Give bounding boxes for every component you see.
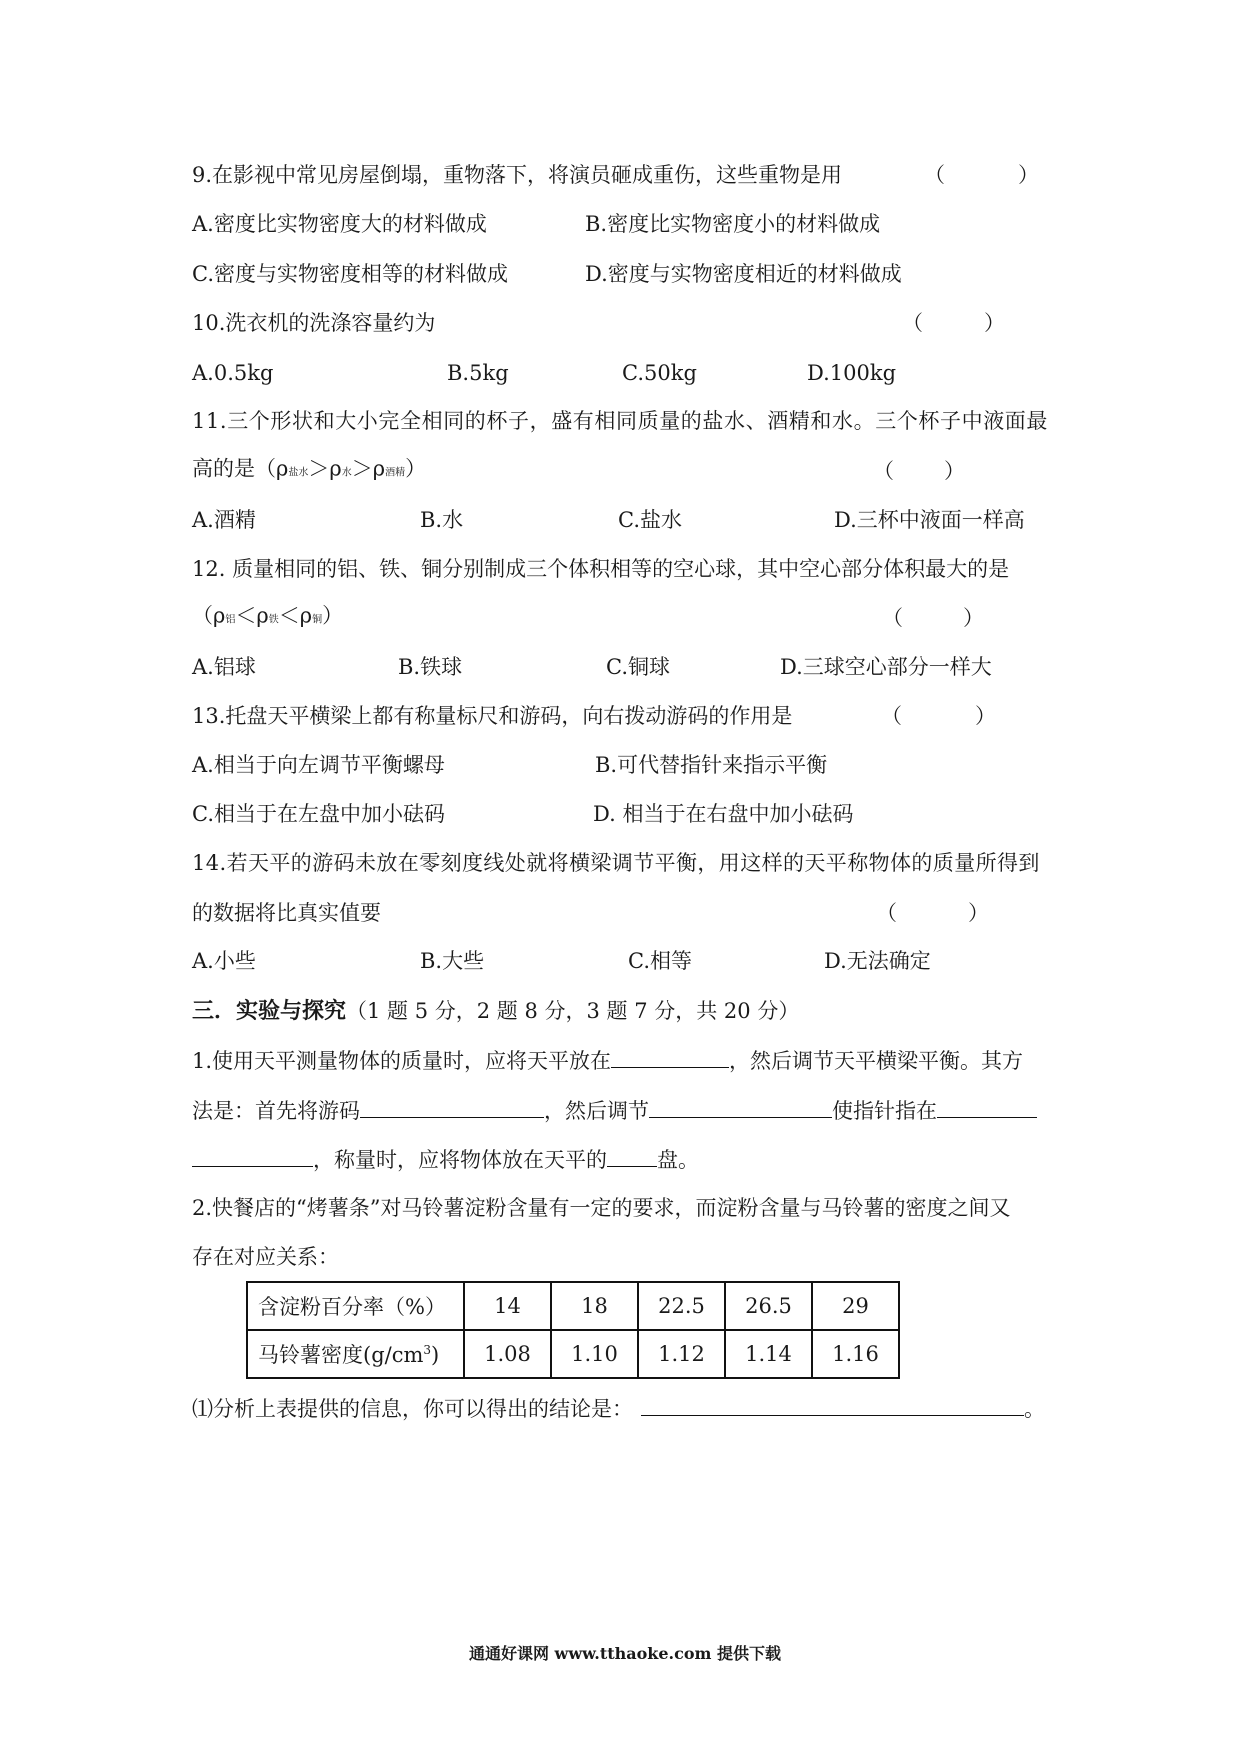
text: ，然后调节天平横梁平衡。其方 [729, 1049, 1024, 1073]
subscript: 铜 [312, 614, 323, 626]
option-d: D.100kg [807, 361, 897, 385]
row-header: 含淀粉百分率（%） [247, 1282, 464, 1330]
text: 。 [1024, 1397, 1045, 1421]
answer-paren-open: （ [881, 704, 902, 728]
answer-paren-close: ） [968, 901, 989, 925]
section-title: 三．实验与探究 [192, 998, 347, 1024]
question-stem: 10.洗衣机的洗涤容量约为 [192, 311, 436, 335]
subscript: 酒精 [385, 467, 406, 479]
stem-text: ） [322, 603, 344, 628]
question-stem-2 [192, 455, 426, 488]
option-d: D.三杯中液面一样高 [834, 508, 1025, 532]
option-b: B.铁球 [398, 655, 463, 679]
option-c: C.50kg [622, 361, 697, 385]
option-d: D.三球空心部分一样大 [780, 655, 992, 679]
table-cell: 1.12 [638, 1330, 725, 1378]
option-a: A.相当于向左调节平衡螺母 [192, 753, 445, 777]
option-c: C.铜球 [606, 655, 670, 679]
stem-text: 高的是（ρ [192, 456, 289, 481]
option-c: C.盐水 [618, 508, 682, 532]
text: 使指针指在 [832, 1099, 937, 1123]
data-table [246, 1281, 900, 1379]
superscript: 3 [423, 1343, 432, 1357]
question-stem: 11.三个形状和大小完全相同的杯子，盛有相同质量的盐水、酒精和水。三个杯子中液面最 [192, 409, 1048, 433]
option-c: C.相当于在左盘中加小砝码 [192, 802, 445, 826]
answer-paren-open: （ [902, 311, 923, 335]
option-b: B.5kg [447, 361, 509, 385]
fill-blank[interactable] [611, 1045, 729, 1068]
question-stem: 9.在影视中常见房屋倒塌，重物落下，将演员砸成重伤，这些重物是用 [192, 163, 843, 187]
question-stem-2 [192, 602, 343, 635]
fill-blank[interactable] [649, 1095, 832, 1118]
answer-paren-close: ） [944, 459, 965, 483]
answer-paren-close: ） [975, 704, 996, 728]
experiment-stem-2: 存在对应关系： [192, 1245, 339, 1269]
text: ⑴分析上表提供的信息，你可以得出的结论是： [192, 1397, 633, 1421]
sub-question-1 [192, 1393, 1045, 1423]
question-stem-2: 的数据将比真实值要 [192, 901, 381, 925]
answer-paren-open: （ [924, 163, 945, 187]
fill-blank[interactable] [192, 1144, 313, 1167]
experiment-line [192, 1045, 1023, 1075]
table-cell: 1.10 [551, 1330, 638, 1378]
option-b: B.水 [420, 508, 464, 532]
answer-paren-close: ） [1018, 163, 1039, 187]
option-a: A.铝球 [192, 655, 256, 679]
experiment-line [192, 1095, 1037, 1125]
option-a: A.酒精 [192, 508, 256, 532]
row-header [247, 1330, 464, 1378]
text: 盘。 [657, 1148, 699, 1172]
subscript: 水 [341, 467, 352, 479]
table-cell: 1.08 [464, 1330, 551, 1378]
table-cell: 26.5 [725, 1282, 812, 1330]
text: ，然后调节 [544, 1099, 649, 1123]
text: 法是：首先将游码 [192, 1099, 360, 1123]
subscript: 铁 [268, 614, 279, 626]
option-a: A.密度比实物密度大的材料做成 [192, 212, 487, 236]
section-heading [192, 997, 799, 1025]
option-d: D.密度与实物密度相近的材料做成 [585, 262, 902, 286]
text: 马铃薯密度(g/cm [258, 1343, 424, 1367]
option-b: B.可代替指针来指示平衡 [595, 753, 828, 777]
table-row [247, 1282, 899, 1330]
option-a: A.小些 [192, 949, 256, 973]
footer: 通通好课网 www.tthaoke.com 提供下载 [468, 1644, 782, 1663]
question-stem: 14.若天平的游码未放在零刻度线处就将横梁调节平衡，用这样的天平称物体的质量所得到 [192, 851, 1040, 875]
table-cell: 14 [464, 1282, 551, 1330]
table-cell: 1.14 [725, 1330, 812, 1378]
table-cell: 29 [812, 1282, 899, 1330]
option-b: B.大些 [420, 949, 485, 973]
text: ) [431, 1343, 440, 1367]
option-a: A.0.5kg [192, 361, 274, 385]
fill-blank[interactable] [607, 1144, 657, 1167]
option-c: C.密度与实物密度相等的材料做成 [192, 262, 508, 286]
answer-paren-open: （ [876, 901, 897, 925]
question-stem: 13.托盘天平横梁上都有称量标尺和游码，向右拨动游码的作用是 [192, 704, 793, 728]
experiment-stem: 2.快餐店的“烤薯条”对马铃薯淀粉含量有一定的要求，而淀粉含量与马铃薯的密度之间又 [192, 1196, 1011, 1220]
fill-blank[interactable] [937, 1095, 1037, 1118]
table-cell: 1.16 [812, 1330, 899, 1378]
stem-text: ＜ρ [278, 603, 313, 628]
question-stem: 12. 质量相同的铝、铁、铜分别制成三个体积相等的空心球，其中空心部分体积最大的是 [192, 557, 1010, 581]
text: 1.使用天平测量物体的质量时，应将天平放在 [192, 1049, 612, 1073]
table-row [247, 1330, 899, 1378]
answer-paren-close: ） [984, 311, 1005, 335]
option-c: C.相等 [628, 949, 692, 973]
option-b: B.密度比实物密度小的材料做成 [585, 212, 881, 236]
answer-paren-close: ） [963, 606, 984, 630]
answer-paren-open: （ [882, 606, 903, 630]
option-d: D. 相当于在右盘中加小砝码 [593, 802, 854, 826]
stem-text: ＞ρ [351, 456, 386, 481]
table-cell: 22.5 [638, 1282, 725, 1330]
stem-text: ＜ρ [235, 603, 269, 628]
stem-text: （ρ [192, 603, 226, 628]
answer-paren-open: （ [873, 459, 894, 483]
stem-text: ） [405, 456, 427, 481]
experiment-line [192, 1144, 699, 1174]
section-points: （1 题 5 分，2 题 8 分，3 题 7 分，共 20 分） [346, 999, 800, 1023]
fill-blank[interactable] [360, 1095, 544, 1118]
stem-text: ＞ρ [308, 456, 342, 481]
text: ，称量时，应将物体放在天平的 [313, 1148, 607, 1172]
table-cell: 18 [551, 1282, 638, 1330]
subscript: 铝 [225, 614, 236, 626]
option-d: D.无法确定 [824, 949, 931, 973]
fill-blank[interactable] [641, 1393, 1024, 1416]
subscript: 盐水 [288, 467, 309, 479]
